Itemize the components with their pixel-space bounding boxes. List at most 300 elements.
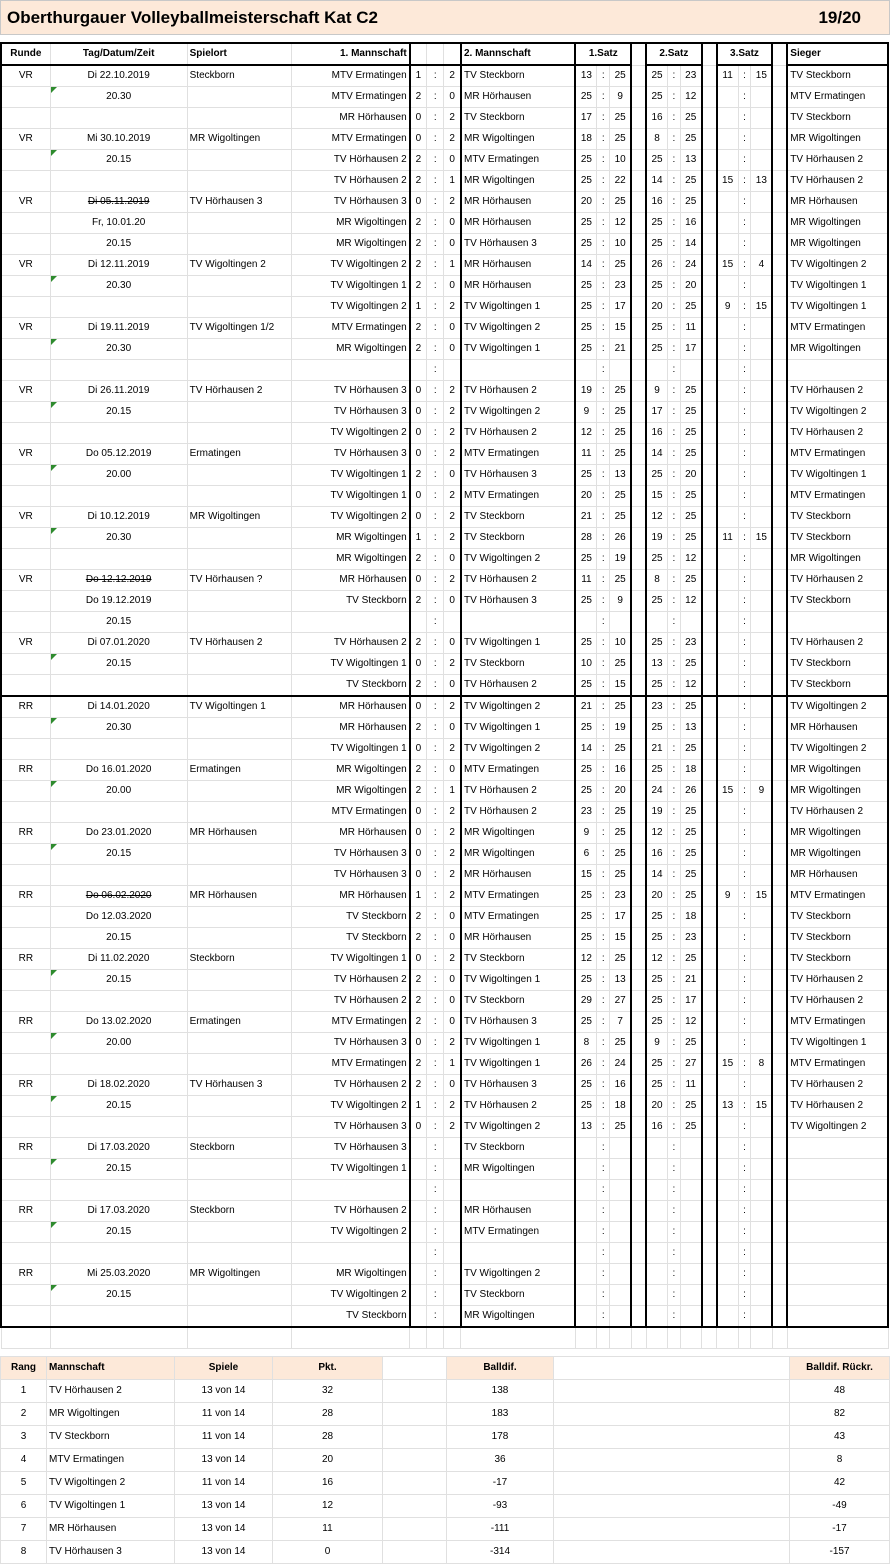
satz2-points-a: 16	[646, 108, 667, 129]
team1-cell: TV Wigoltingen 2	[292, 255, 410, 276]
date-cell: Di 14.01.2020	[50, 696, 187, 718]
colon-cell: :	[597, 570, 610, 591]
runde-cell	[1, 276, 50, 297]
sieger-cell: TV Steckborn	[787, 108, 888, 129]
gap-cell	[772, 781, 787, 802]
sieger-cell	[787, 360, 888, 381]
team2-cell: TV Wigoltingen 1	[461, 970, 575, 991]
colon-cell: :	[597, 1054, 610, 1075]
satz3-points-b	[751, 1159, 772, 1180]
gap-cell	[702, 675, 717, 697]
satz1-points-b: 25	[610, 129, 631, 150]
satz2-points-a: 16	[646, 192, 667, 213]
points-cell: 20	[273, 1449, 383, 1472]
sets-team1-cell: 0	[410, 1117, 427, 1138]
gap-cell	[702, 360, 717, 381]
gap-cell	[772, 276, 787, 297]
satz1-points-b: 17	[610, 297, 631, 318]
gap-cell	[383, 1403, 447, 1426]
games-cell: 13 von 14	[175, 1495, 273, 1518]
runde-cell	[1, 612, 50, 633]
satz2-points-a: 25	[646, 465, 667, 486]
team1-cell	[292, 1243, 410, 1264]
sets-team2-cell: 2	[444, 65, 461, 87]
gap-cell	[383, 1518, 447, 1541]
team2-cell: MR Hörhausen	[461, 87, 575, 108]
colon-cell: :	[427, 150, 444, 171]
satz3-points-a	[717, 654, 738, 675]
team2-cell	[461, 612, 575, 633]
sets-team1-cell	[410, 1222, 427, 1243]
colon-cell: :	[597, 108, 610, 129]
satz3-points-b	[751, 339, 772, 360]
satz1-points-b	[610, 1264, 631, 1285]
spielort-cell	[187, 675, 292, 697]
colon-cell: :	[427, 171, 444, 192]
sets-team1-cell: 2	[410, 760, 427, 781]
standings-row	[1, 1403, 890, 1426]
satz3-points-a	[717, 823, 738, 844]
colon-cell: :	[597, 865, 610, 886]
satz2-points-b: 20	[680, 276, 701, 297]
sieger-cell: MR Wigoltingen	[787, 339, 888, 360]
colon-cell: :	[667, 1138, 680, 1159]
satz1-points-a: 25	[575, 213, 596, 234]
gap-cell	[772, 234, 787, 255]
satz3-points-a	[717, 633, 738, 654]
satz1-points-b: 7	[610, 1012, 631, 1033]
gap-cell	[631, 886, 646, 907]
satz1-points-b: 17	[610, 907, 631, 928]
colon-cell: :	[667, 928, 680, 949]
colon-cell: :	[738, 297, 751, 318]
match-row	[1, 739, 888, 760]
team2-cell: TV Hörhausen 2	[461, 802, 575, 823]
match-row	[1, 1264, 888, 1285]
gap-cell	[631, 612, 646, 633]
balldif-rueckr-cell: -157	[790, 1541, 890, 1564]
satz2-points-a: 20	[646, 1096, 667, 1117]
satz3-points-b	[751, 612, 772, 633]
gap-cell	[631, 1201, 646, 1222]
colon-cell: :	[738, 402, 751, 423]
sets-team1-cell: 0	[410, 823, 427, 844]
sets-team1-cell: 2	[410, 255, 427, 276]
colon-cell: :	[427, 486, 444, 507]
runde-cell: VR	[1, 633, 50, 654]
satz3-points-a	[717, 234, 738, 255]
sets-team2-cell: 2	[444, 1096, 461, 1117]
runde-cell: RR	[1, 1075, 50, 1096]
colon-cell: :	[427, 1033, 444, 1054]
spacer-cell	[702, 1327, 717, 1349]
team1-cell: TV Steckborn	[292, 907, 410, 928]
team2-cell: MR Wigoltingen	[461, 171, 575, 192]
satz3-points-a	[717, 129, 738, 150]
rank-cell: 4	[1, 1449, 47, 1472]
colon-cell: :	[738, 633, 751, 654]
colon-cell: :	[597, 1201, 610, 1222]
satz1-points-b: 25	[610, 654, 631, 675]
date-cell	[50, 1117, 187, 1138]
satz3-points-a	[717, 465, 738, 486]
satz2-points-b: 25	[680, 444, 701, 465]
satz1-points-b: 18	[610, 1096, 631, 1117]
satz1-points-a: 25	[575, 234, 596, 255]
colon-cell: :	[427, 739, 444, 760]
satz2-points-a: 21	[646, 739, 667, 760]
team1-cell: TV Wigoltingen 1	[292, 276, 410, 297]
satz3-points-a	[717, 150, 738, 171]
date-cell: Di 18.02.2020	[50, 1075, 187, 1096]
satz2-points-b: 16	[680, 213, 701, 234]
satz1-points-a: 11	[575, 570, 596, 591]
title-bar	[0, 0, 890, 35]
gap-cell	[772, 1054, 787, 1075]
colon-cell: :	[427, 381, 444, 402]
team2-cell: TV Wigoltingen 2	[461, 739, 575, 760]
gap-cell	[702, 423, 717, 444]
satz3-points-b	[751, 1033, 772, 1054]
team1-cell: TV Hörhausen 2	[292, 1201, 410, 1222]
colon-cell: :	[597, 234, 610, 255]
gap-cell	[631, 528, 646, 549]
satz3-points-a	[717, 1033, 738, 1054]
satz1-points-a: 25	[575, 1012, 596, 1033]
header-spacer	[631, 43, 646, 65]
satz2-points-b: 12	[680, 591, 701, 612]
gap-cell	[702, 276, 717, 297]
sets-team2-cell	[444, 1201, 461, 1222]
sets-team1-cell: 2	[410, 781, 427, 802]
satz2-points-a: 8	[646, 570, 667, 591]
satz3-points-b	[751, 844, 772, 865]
satz1-points-b: 25	[610, 739, 631, 760]
satz3-points-a	[717, 1180, 738, 1201]
colon-cell: :	[427, 696, 444, 718]
sieger-cell: MTV Ermatingen	[787, 886, 888, 907]
gap-cell	[631, 339, 646, 360]
colon-cell: :	[427, 802, 444, 823]
match-row	[1, 234, 888, 255]
satz2-points-b: 25	[680, 507, 701, 528]
sets-team2-cell	[444, 1180, 461, 1201]
satz3-points-b	[751, 654, 772, 675]
colon-cell: :	[738, 823, 751, 844]
rank-cell: 7	[1, 1518, 47, 1541]
satz2-points-b: 12	[680, 87, 701, 108]
match-row	[1, 465, 888, 486]
date-cell	[50, 486, 187, 507]
sieger-cell: TV Steckborn	[787, 507, 888, 528]
team1-cell: TV Wigoltingen 2	[292, 507, 410, 528]
satz2-points-b	[680, 1159, 701, 1180]
colon-cell: :	[667, 1117, 680, 1138]
sets-team1-cell: 2	[410, 276, 427, 297]
satz1-points-a: 25	[575, 87, 596, 108]
satz1-points-b: 16	[610, 760, 631, 781]
satz1-points-b: 10	[610, 633, 631, 654]
gap-cell	[772, 591, 787, 612]
team2-cell: MTV Ermatingen	[461, 760, 575, 781]
satz2-points-a: 20	[646, 297, 667, 318]
gap-cell	[702, 1012, 717, 1033]
satz1-points-b: 24	[610, 1054, 631, 1075]
sieger-cell: TV Steckborn	[787, 949, 888, 970]
sets-team2-cell: 0	[444, 549, 461, 570]
match-row	[1, 1180, 888, 1201]
gap-cell	[631, 696, 646, 718]
satz3-points-a	[717, 970, 738, 991]
sieger-cell	[787, 612, 888, 633]
match-row	[1, 318, 888, 339]
satz2-points-a: 9	[646, 381, 667, 402]
gap-cell	[631, 1264, 646, 1285]
gap-cell	[772, 150, 787, 171]
spacer-cell	[772, 1327, 787, 1349]
points-cell: 0	[273, 1541, 383, 1564]
header-satz2: 2.Satz	[646, 43, 702, 65]
colon-cell: :	[667, 1243, 680, 1264]
satz1-points-a: 25	[575, 465, 596, 486]
runde-cell	[1, 1285, 50, 1306]
runde-cell	[1, 1096, 50, 1117]
sets-team1-cell	[410, 612, 427, 633]
runde-cell	[1, 907, 50, 928]
team1-cell: MR Wigoltingen	[292, 339, 410, 360]
sets-team1-cell: 2	[410, 718, 427, 739]
team2-cell: TV Wigoltingen 1	[461, 1054, 575, 1075]
gap-cell	[702, 528, 717, 549]
match-row	[1, 1012, 888, 1033]
sets-team1-cell	[410, 1201, 427, 1222]
spielort-cell: TV Wigoltingen 2	[187, 255, 292, 276]
gap-cell	[772, 129, 787, 150]
runde-cell	[1, 465, 50, 486]
satz2-points-a: 25	[646, 718, 667, 739]
satz2-points-b	[680, 1285, 701, 1306]
gap-cell	[702, 150, 717, 171]
spielort-cell	[187, 528, 292, 549]
satz1-points-a: 21	[575, 696, 596, 718]
satz1-points-b: 27	[610, 991, 631, 1012]
team2-cell: MR Hörhausen	[461, 276, 575, 297]
satz1-points-a: 25	[575, 633, 596, 654]
gap-cell	[702, 570, 717, 591]
team1-cell: TV Hörhausen 3	[292, 844, 410, 865]
match-row	[1, 486, 888, 507]
colon-cell: :	[738, 1222, 751, 1243]
balldif-cell: 183	[447, 1403, 554, 1426]
gap-cell	[702, 928, 717, 949]
satz3-points-b	[751, 970, 772, 991]
satz2-points-b	[680, 1180, 701, 1201]
spielort-cell: TV Hörhausen 3	[187, 1075, 292, 1096]
gap-cell	[702, 823, 717, 844]
points-cell: 16	[273, 1472, 383, 1495]
gap-cell	[772, 675, 787, 697]
team1-cell: TV Wigoltingen 2	[292, 1222, 410, 1243]
satz2-points-b: 23	[680, 65, 701, 87]
satz1-points-a: 25	[575, 318, 596, 339]
spielort-cell: MR Wigoltingen	[187, 129, 292, 150]
satz3-points-a	[717, 802, 738, 823]
satz1-points-a: 11	[575, 444, 596, 465]
satz3-points-b	[751, 823, 772, 844]
runde-cell	[1, 991, 50, 1012]
match-row	[1, 1033, 888, 1054]
sets-team2-cell: 0	[444, 633, 461, 654]
sieger-cell: TV Wigoltingen 2	[787, 739, 888, 760]
satz2-points-a: 19	[646, 802, 667, 823]
colon-cell: :	[427, 718, 444, 739]
sets-team2-cell: 2	[444, 696, 461, 718]
runde-cell	[1, 1243, 50, 1264]
satz1-points-b: 21	[610, 339, 631, 360]
colon-cell: :	[427, 87, 444, 108]
spielort-cell	[187, 549, 292, 570]
sets-team2-cell: 0	[444, 318, 461, 339]
spielort-cell	[187, 865, 292, 886]
satz1-points-b: 25	[610, 192, 631, 213]
satz3-points-a	[717, 865, 738, 886]
spacer-cell	[1, 1327, 50, 1349]
colon-cell: :	[427, 1159, 444, 1180]
team1-cell: MR Wigoltingen	[292, 213, 410, 234]
games-cell: 13 von 14	[175, 1380, 273, 1403]
match-row	[1, 1159, 888, 1180]
sets-team2-cell: 0	[444, 1012, 461, 1033]
rank-cell: 2	[1, 1403, 47, 1426]
gap-cell	[772, 360, 787, 381]
colon-cell: :	[667, 739, 680, 760]
satz2-points-b	[680, 1138, 701, 1159]
team-cell: TV Hörhausen 3	[47, 1541, 175, 1564]
team2-cell: TV Wigoltingen 1	[461, 1033, 575, 1054]
satz1-points-a: 13	[575, 1117, 596, 1138]
colon-cell: :	[667, 718, 680, 739]
gap-cell	[631, 65, 646, 87]
sieger-cell: MTV Ermatingen	[787, 1054, 888, 1075]
sets-team2-cell	[444, 1264, 461, 1285]
colon-cell: :	[667, 949, 680, 970]
match-row	[1, 255, 888, 276]
header-team1: 1. Mannschaft	[292, 43, 410, 65]
date-cell: Di 17.03.2020	[50, 1138, 187, 1159]
team1-cell: TV Hörhausen 2	[292, 171, 410, 192]
sieger-cell	[787, 1285, 888, 1306]
satz2-points-b: 17	[680, 339, 701, 360]
satz3-points-a	[717, 718, 738, 739]
satz1-points-a	[575, 1159, 596, 1180]
team2-cell: MR Hörhausen	[461, 255, 575, 276]
satz2-points-b: 25	[680, 865, 701, 886]
standings-row	[1, 1541, 890, 1564]
satz1-points-b: 25	[610, 486, 631, 507]
team1-cell: TV Hörhausen 2	[292, 1075, 410, 1096]
satz3-points-b	[751, 423, 772, 444]
gap-cell	[383, 1357, 447, 1380]
satz2-points-a: 25	[646, 1054, 667, 1075]
satz2-points-a	[646, 1159, 667, 1180]
runde-cell	[1, 865, 50, 886]
satz1-points-a: 9	[575, 402, 596, 423]
gap-cell	[702, 907, 717, 928]
match-row	[1, 1117, 888, 1138]
team2-cell: TV Hörhausen 2	[461, 675, 575, 697]
satz3-points-a	[717, 1243, 738, 1264]
gap-cell	[631, 465, 646, 486]
satz1-points-a: 20	[575, 486, 596, 507]
header-balldif: Balldif.	[447, 1357, 554, 1380]
match-row	[1, 907, 888, 928]
colon-cell: :	[427, 991, 444, 1012]
colon-cell: :	[427, 612, 444, 633]
colon-cell: :	[427, 234, 444, 255]
gap-cell	[631, 970, 646, 991]
satz1-points-b: 25	[610, 108, 631, 129]
schedule-table	[0, 42, 889, 1349]
team2-cell: MTV Ermatingen	[461, 444, 575, 465]
satz3-points-a	[717, 276, 738, 297]
satz2-points-b	[680, 1201, 701, 1222]
date-cell: Di 17.03.2020	[50, 1201, 187, 1222]
satz2-points-a	[646, 1243, 667, 1264]
gap-cell	[772, 1264, 787, 1285]
satz1-points-b: 25	[610, 507, 631, 528]
satz1-points-a: 14	[575, 255, 596, 276]
sieger-cell: TV Wigoltingen 1	[787, 465, 888, 486]
match-row	[1, 1222, 888, 1243]
team2-cell: MR Hörhausen	[461, 928, 575, 949]
sets-team1-cell	[410, 1138, 427, 1159]
gap-cell	[772, 171, 787, 192]
spielort-cell: Ermatingen	[187, 760, 292, 781]
spielort-cell	[187, 1243, 292, 1264]
satz3-points-a	[717, 1264, 738, 1285]
date-cell: 20.15	[50, 612, 187, 633]
balldif-rueckr-cell: 82	[790, 1403, 890, 1426]
balldif-cell: 36	[447, 1449, 554, 1472]
sets-team2-cell: 2	[444, 423, 461, 444]
gap-cell	[702, 192, 717, 213]
gap-cell	[772, 402, 787, 423]
match-row	[1, 675, 888, 697]
gap-cell	[702, 549, 717, 570]
team2-cell: MTV Ermatingen	[461, 886, 575, 907]
colon-cell: :	[667, 318, 680, 339]
spielort-cell	[187, 970, 292, 991]
team1-cell: TV Hörhausen 3	[292, 402, 410, 423]
gap-cell	[702, 1138, 717, 1159]
sets-team1-cell: 0	[410, 654, 427, 675]
team2-cell: MR Wigoltingen	[461, 1159, 575, 1180]
header-spacer	[772, 43, 787, 65]
gap-cell	[631, 675, 646, 697]
team1-cell: TV Steckborn	[292, 591, 410, 612]
date-cell: 20.15	[50, 654, 187, 675]
colon-cell: :	[597, 781, 610, 802]
satz3-points-b	[751, 1117, 772, 1138]
satz3-points-a	[717, 591, 738, 612]
satz1-points-a: 25	[575, 591, 596, 612]
team-cell: MTV Ermatingen	[47, 1449, 175, 1472]
gap-cell	[631, 297, 646, 318]
match-row	[1, 1201, 888, 1222]
colon-cell: :	[597, 297, 610, 318]
team1-cell: MTV Ermatingen	[292, 65, 410, 87]
satz2-points-a: 25	[646, 150, 667, 171]
